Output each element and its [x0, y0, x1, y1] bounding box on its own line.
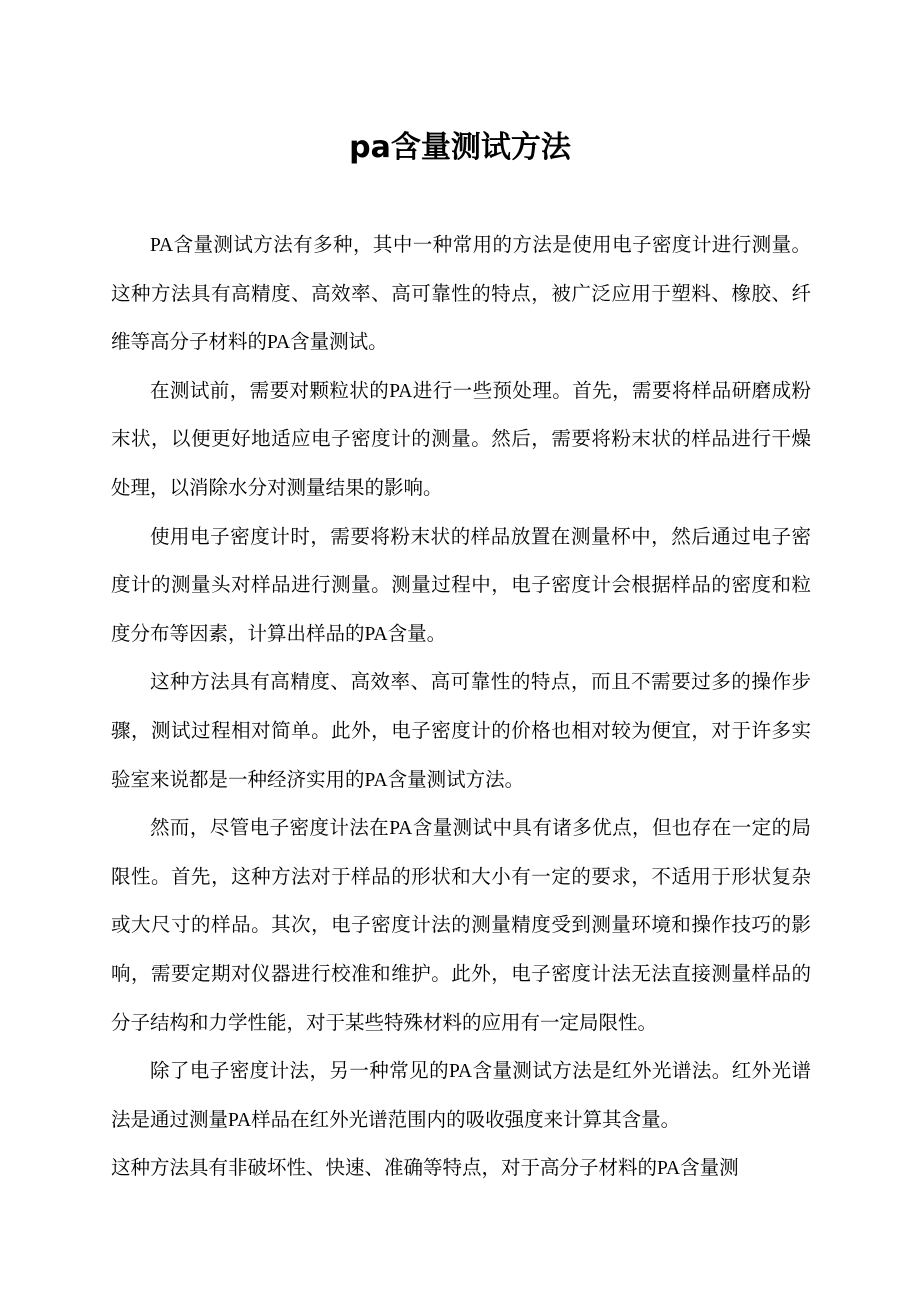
paragraph-6: 除了电子密度计法，另一种常见的PA含量测试方法是红外光谱法。红外光谱法是通过测量PA样品在红外光谱范围内的吸收强度来计算其含量。 — [111, 1061, 811, 1131]
paragraph-1: PA含量测试方法有多种，其中一种常用的方法是使用电子密度计进行测量。这种方法具有高精度、高效率、高可靠性的特点，被广泛应用于塑料、橡胶、纤维等高分子材料的PA含量测试。 — [111, 235, 811, 354]
document-body — [111, 222, 811, 1194]
paragraph-5: 然而，尽管电子密度计法在PA含量测试中具有诸多优点，但也存在一定的局限性。首先，这种方法对于样品的形状和大小有一定的要求，不适用于形状复杂或大尺寸的样品。其次，电子密度计法的测量精度受到测量环境和操作技巧的影响，需要定期对仪器进行校准和维护。此外，电子密度计法无法直接测量样品的分子结构和力学性能，对于某些特殊材料的应用有一定局限性。 — [111, 818, 811, 1034]
paragraph-2: 在测试前，需要对颗粒状的PA进行一些预处理。首先，需要将样品研磨成粉末状，以便更好地适应电子密度计的测量。然后，需要将粉末状的样品进行干燥处理，以消除水分对测量结果的影响。 — [111, 380, 811, 499]
paragraph-4: 这种方法具有高精度、高效率、高可靠性的特点，而且不需要过多的操作步骤，测试过程相对简单。此外，电子密度计的价格也相对较为便宜，对于许多实验室来说都是一种经济实用的PA含量测试方法。 — [111, 672, 811, 791]
document-title: pa含量测试方法 — [349, 130, 571, 165]
paragraph-3: 使用电子密度计时，需要将粉末状的样品放置在测量杯中，然后通过电子密度计的测量头对样品进行测量。测量过程中，电子密度计会根据样品的密度和粒度分布等因素，计算出样品的PA含量。 — [111, 526, 811, 645]
paragraph-7: 这种方法具有非破坏性、快速、准确等特点，对于高分子材料的PA含量测 — [111, 1158, 739, 1180]
